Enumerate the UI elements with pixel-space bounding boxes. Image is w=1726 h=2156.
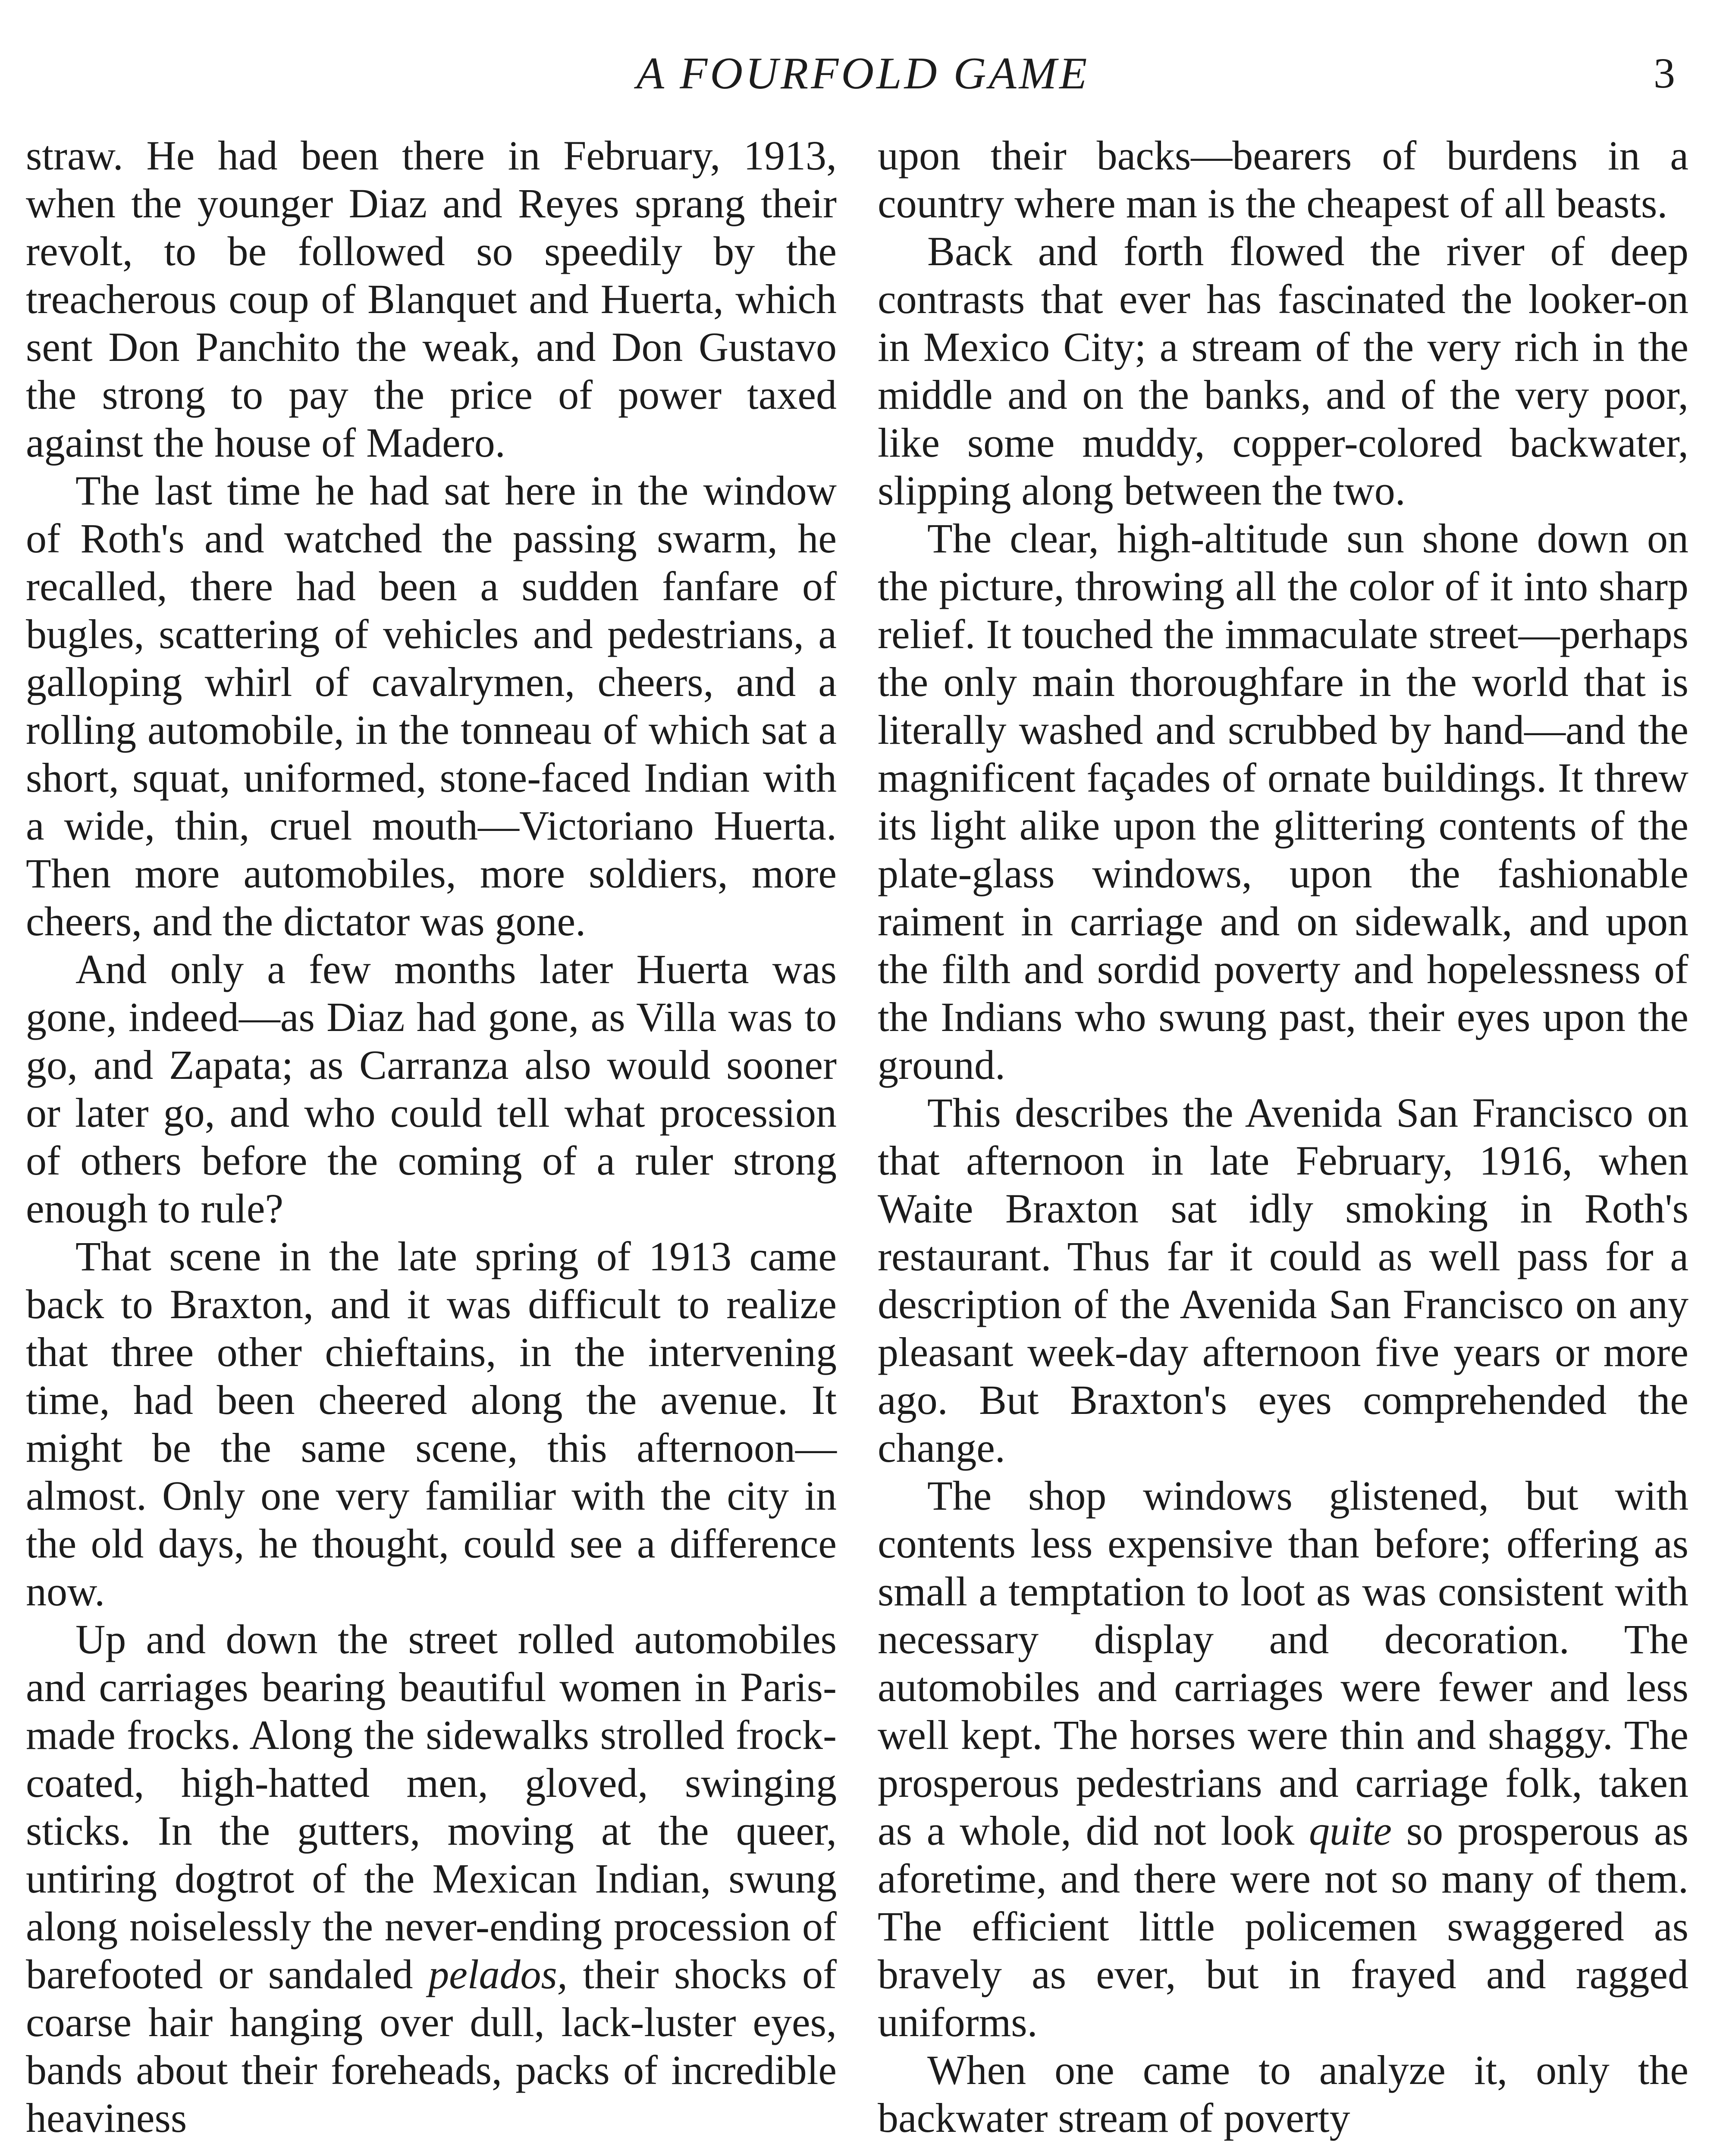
- paragraph: [878, 1472, 1688, 2046]
- paragraph: This describes the Avenida San Francisco on that afternoon in late February, 1916, when Waite Braxton sat idly smoking in Roth's restaurant. Thus far it could as well pass for a description of the Avenida San Francisco on any pleasant week-day afternoon five years or more ago. But Braxton's eyes comprehended the change.: [878, 1090, 1688, 1471]
- paragraph: When one came to analyze it, only the backwater stream of poverty: [878, 2047, 1688, 2141]
- paragraph-text: Up and down the street rolled automobiles and carriages bearing beautiful women in Paris-made frocks. Along the sidewalks strolled frock-coated, high-hatted men, gloved, swinging sticks. In the gutters, moving at the queer, untiring dogtrot of the Mexican Indian, swung along noiselessly the never-ending procession of barefooted or sandaled: [26, 1616, 837, 1997]
- italic-word: pelados,: [428, 1951, 568, 1997]
- paragraph: upon their backs—bearers of burdens in a country where man is the cheapest of all beasts.: [878, 132, 1688, 226]
- paragraph: And only a few months later Huerta was gone, indeed—as Diaz had gone, as Villa was to go, and Zapata; as Carranza also would sooner or later go, and who could tell what procession of others before the coming of a ruler strong enough to rule?: [26, 946, 837, 1232]
- italic-word: quite: [1309, 1808, 1392, 1854]
- page-number: 3: [1654, 49, 1675, 97]
- running-title: A FOURFOLD GAME: [636, 48, 1090, 98]
- paragraph-text: The shop windows glistened, but with contents less expensive than before; offering as small a temptation to loot as was consistent with necessary display and decoration. The automobiles and carriages were fewer and less well kept. The horses were thin and shaggy. The prosperous pedestrians and carriage folk, taken as a whole, did not look: [878, 1473, 1688, 1854]
- right-column: [878, 132, 1688, 2142]
- paragraph: [26, 1615, 837, 2142]
- paragraph-text: so prosperous as aforetime, and there were not so many of them. The efficient little policemen swaggered as bravely as ever, but in frayed and ragged uniforms.: [878, 1808, 1689, 2045]
- paragraph: That scene in the late spring of 1913 came back to Braxton, and it was difficult to realize that three other chieftains, in the intervening time, had been cheered along the avenue. It might be the same scene, this afternoon—almost. Only one very familiar with the city in the old days, he thought, could see a difference now.: [26, 1233, 837, 1614]
- page-header: [0, 41, 1726, 106]
- paragraph: straw. He had been there in February, 1913, when the younger Diaz and Reyes sprang their revolt, to be followed so speedily by the treacherous coup of Blanquet and Huerta, which sent Don Panchito the weak, and Don Gustavo the strong to pay the price of power taxed against the house of Madero.: [26, 132, 837, 466]
- paragraph: The last time he had sat here in the window of Roth's and watched the passing swarm, he recalled, there had been a sudden fanfare of bugles, scattering of vehicles and pedestrians, a galloping whirl of cavalrymen, cheers, and a rolling automobile, in the tonneau of which sat a short, squat, uniformed, stone-faced Indian with a wide, thin, cruel mouth—Victoriano Huerta. Then more automobiles, more soldiers, more cheers, and the dictator was gone.: [26, 467, 837, 944]
- paragraph-text: their shocks of coarse hair hanging over dull, lack-luster eyes, bands about their foreheads, packs of incredible heaviness: [26, 1951, 837, 2141]
- paragraph: The clear, high-altitude sun shone down on the picture, throwing all the color of it into sharp relief. It touched the immaculate street—perhaps the only main thoroughfare in the world that is literally washed and scrubbed by hand—and the magnificent façades of ornate buildings. It threw its light alike upon the glittering contents of the plate-glass windows, upon the fashionable raiment in carriage and on sidewalk, and upon the filth and sordid poverty and hopelessness of the Indians who swung past, their eyes upon the ground.: [878, 515, 1688, 1088]
- paragraph: Back and forth flowed the river of deep contrasts that ever has fascinated the looker-on in Mexico City; a stream of the very rich in the middle and on the banks, and of the very poor, like some muddy, copper-colored backwater, slipping along between the two.: [878, 228, 1688, 514]
- left-column: [26, 132, 837, 2142]
